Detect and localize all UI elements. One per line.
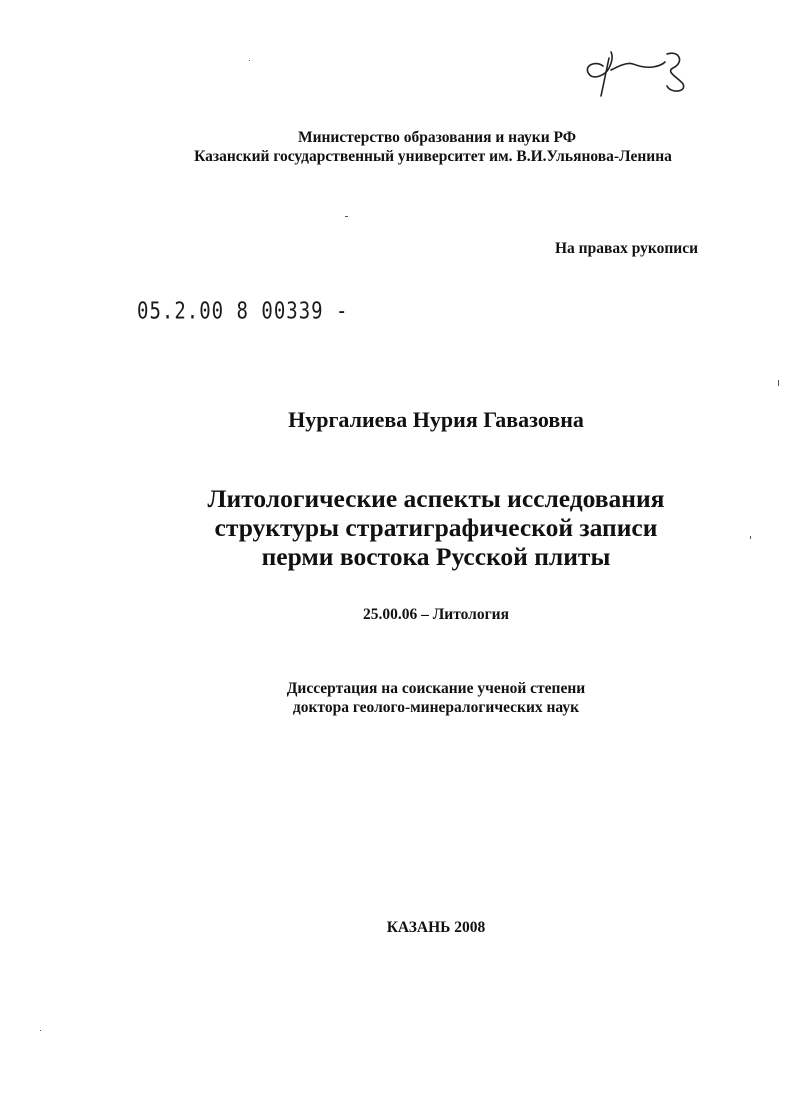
handwritten-signature (575, 48, 695, 100)
institution-header (0, 128, 796, 166)
specialty-code: 25.00.06 – Литология (363, 606, 509, 623)
title-line: Литологические аспекты исследования (207, 484, 665, 513)
title-line: перми востока Русской плиты (261, 542, 611, 571)
scan-speck (249, 60, 250, 61)
rights-note: На правах рукописи (555, 240, 699, 257)
dissertation-title (0, 484, 796, 571)
university-name: Казанский государственный университет им. В.И.Ульянова-Ленина (194, 148, 672, 165)
degree-line: доктора геолого-минералогических наук (292, 699, 580, 716)
degree-line: Диссертация на соискание ученой степени (286, 680, 586, 697)
library-stamp-number: 05.2.00 8 00339 - (137, 298, 349, 325)
scan-speck (40, 1030, 41, 1031)
city-year: КАЗАНЬ 2008 (386, 919, 486, 936)
scan-speck (345, 216, 348, 217)
title-line: структуры стратиграфической записи (214, 513, 658, 542)
scan-speck (778, 380, 779, 386)
scan-speck (750, 536, 751, 539)
degree-statement (0, 679, 796, 717)
author-name: Нургалиева Нурия Гавазовна (288, 407, 584, 432)
ministry-name: Министерство образования и науки РФ (297, 129, 577, 146)
